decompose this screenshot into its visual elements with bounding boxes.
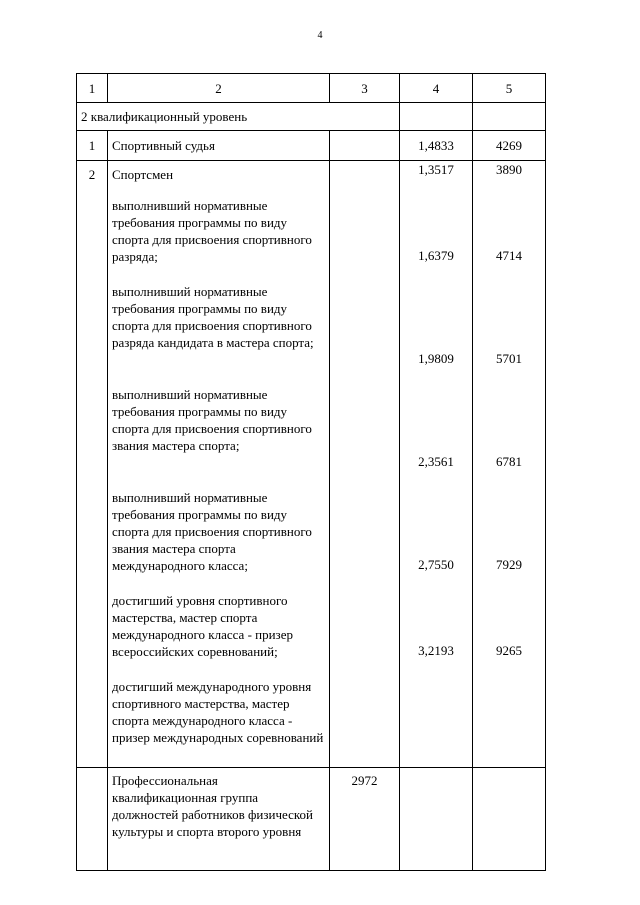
- header-cell-2: 2: [108, 74, 330, 103]
- row-number: 1: [77, 131, 108, 161]
- empty-cell: [400, 768, 473, 871]
- qualification-level-title: 2 квалификационный уровень: [77, 103, 400, 131]
- coefficient-value: 1,4833: [400, 131, 473, 161]
- salary-value: 7929: [496, 557, 522, 572]
- salary-value: 5701: [496, 351, 522, 366]
- salary-value: 9265: [496, 643, 522, 658]
- table-row: [77, 161, 546, 768]
- sub-item-text: достигший уровня спортивного мастерства, мастер спорта международного класса - призер всероссийских соревнований;: [112, 593, 293, 659]
- coefficient-value: 1,9809: [418, 351, 454, 366]
- salary-column: [473, 161, 546, 768]
- coefficient-value: 2,7550: [418, 557, 454, 572]
- empty-cell: [77, 768, 108, 871]
- coefficient-value: 1,6379: [418, 248, 454, 263]
- table-row: [77, 131, 546, 161]
- row-number: 2: [77, 161, 108, 768]
- sub-item-text: выполнивший нормативные требования программы по виду спорта для присвоения спортивного звания мастера спорта международного класса;: [112, 490, 312, 573]
- qualification-level-row: [77, 103, 546, 131]
- header-cell-4: 4: [400, 74, 473, 103]
- header-cell-5: 5: [473, 74, 546, 103]
- salary-table: [76, 73, 546, 871]
- empty-cell: [330, 131, 400, 161]
- salary-value: 6781: [496, 454, 522, 469]
- sub-item-text: выполнивший нормативные требования программы по виду спорта для присвоения спортивного звания мастера спорта;: [112, 387, 312, 453]
- header-cell-3: 3: [330, 74, 400, 103]
- empty-cell: [473, 768, 546, 871]
- sub-item-text: выполнивший нормативные требования программы по виду спорта для присвоения спортивного разряда;: [112, 198, 312, 264]
- coefficient-value: 1,3517: [418, 162, 454, 177]
- empty-cell: [400, 103, 473, 131]
- position-name: Спортсмен: [112, 167, 174, 182]
- page-number: 4: [317, 30, 323, 41]
- position-description: [108, 161, 330, 768]
- coefficient-value: 3,2193: [418, 643, 454, 658]
- header-cell-1: 1: [77, 74, 108, 103]
- salary-value: 3890: [496, 162, 522, 177]
- table-row: [77, 768, 546, 871]
- salary-value: 4269: [473, 131, 546, 161]
- empty-cell: [330, 161, 400, 768]
- table-header-row: [77, 74, 546, 103]
- empty-cell: [473, 103, 546, 131]
- sub-item-text: выполнивший нормативные требования программы по виду спорта для присвоения спортивного разряда кандидата в мастера спорта;: [112, 284, 314, 350]
- coefficient-column: [400, 161, 473, 768]
- salary-value: 4714: [496, 248, 522, 263]
- position-name: Спортивный судья: [108, 131, 330, 161]
- coefficient-value: 2,3561: [418, 454, 454, 469]
- group-name: Профессиональная квалификационная группа должностей работников физической культуры и спорта второго уровня: [108, 768, 330, 871]
- base-salary-value: 2972: [330, 768, 400, 871]
- sub-item-text: достигший международного уровня спортивного мастерства, мастер спорта международного класса - призер международных соревнований: [112, 679, 324, 745]
